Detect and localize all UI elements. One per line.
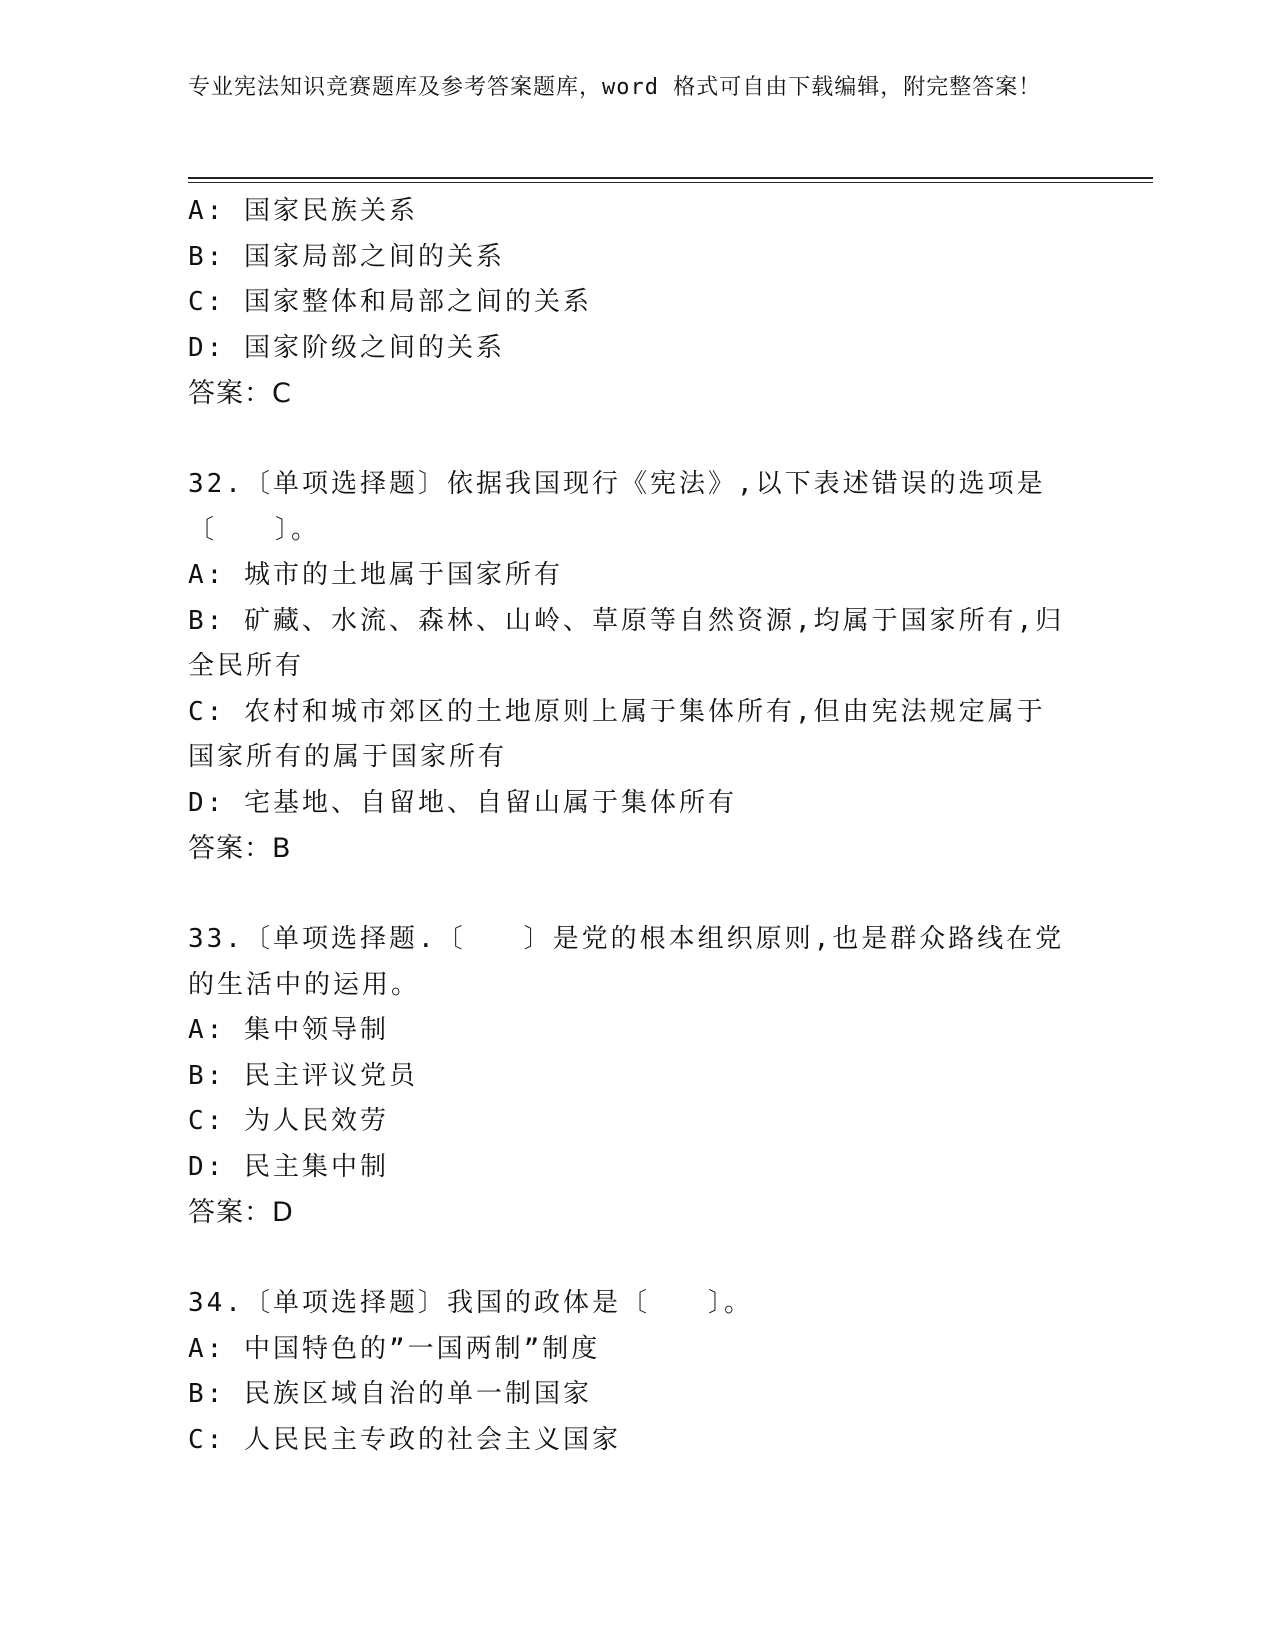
- answer-line: 答案：C: [188, 378, 292, 409]
- question-34: [188, 1281, 1088, 1463]
- question-list: [188, 189, 1088, 1463]
- question-33: [188, 917, 1088, 1236]
- question-stem: 32.〔单项选择题〕依据我国现行《宪法》,以下表述错误的选项是〔 〕。: [188, 469, 1046, 545]
- spacer: [188, 1236, 1088, 1282]
- spacer: [188, 872, 1088, 918]
- option-a: A: 国家民族关系: [188, 196, 418, 226]
- option-a: A: 城市的土地属于国家所有: [188, 560, 563, 590]
- answer-line: 答案：B: [188, 833, 292, 864]
- option-a: A: 中国特色的”一国两制”制度: [188, 1333, 601, 1364]
- question-stem: 33.〔单项选择题.〔 〕是党的根本组织原则,也是群众路线在党的生活中的运用。: [188, 924, 1065, 1000]
- option-b: B: 国家局部之间的关系: [188, 241, 505, 272]
- header-divider-thin: [188, 182, 1153, 183]
- option-b: B: 民主评议党员: [188, 1060, 418, 1091]
- option-c: C: 人民民主专政的社会主义国家: [188, 1424, 621, 1455]
- option-a: A: 集中领导制: [188, 1015, 389, 1045]
- spacer: [188, 417, 1088, 463]
- option-b: B: 矿藏、水流、森林、山岭、草原等自然资源,均属于国家所有,归全民所有: [188, 605, 1065, 681]
- question-32: [188, 462, 1088, 872]
- option-c: C: 国家整体和局部之间的关系: [188, 287, 592, 317]
- question-stem: 34.〔单项选择题〕我国的政体是〔 〕。: [188, 1288, 753, 1318]
- option-c: C: 农村和城市郊区的土地原则上属于集体所有,但由宪法规定属于国家所有的属于国家所有: [188, 696, 1046, 772]
- answer-line: 答案：D: [188, 1197, 294, 1228]
- header-divider-thick: [188, 177, 1153, 179]
- option-d: D: 民主集中制: [188, 1151, 389, 1182]
- option-d: D: 宅基地、自留地、自留山属于集体所有: [188, 787, 737, 818]
- question-31-continued: [188, 189, 1088, 417]
- option-b: B: 民族区域自治的单一制国家: [188, 1379, 592, 1409]
- option-d: D: 国家阶级之间的关系: [188, 332, 505, 363]
- option-c: C: 为人民效劳: [188, 1106, 389, 1136]
- page-header: 专业宪法知识竞赛题库及参考答案题库，word 格式可自由下载编辑，附完整答案！: [188, 75, 1042, 100]
